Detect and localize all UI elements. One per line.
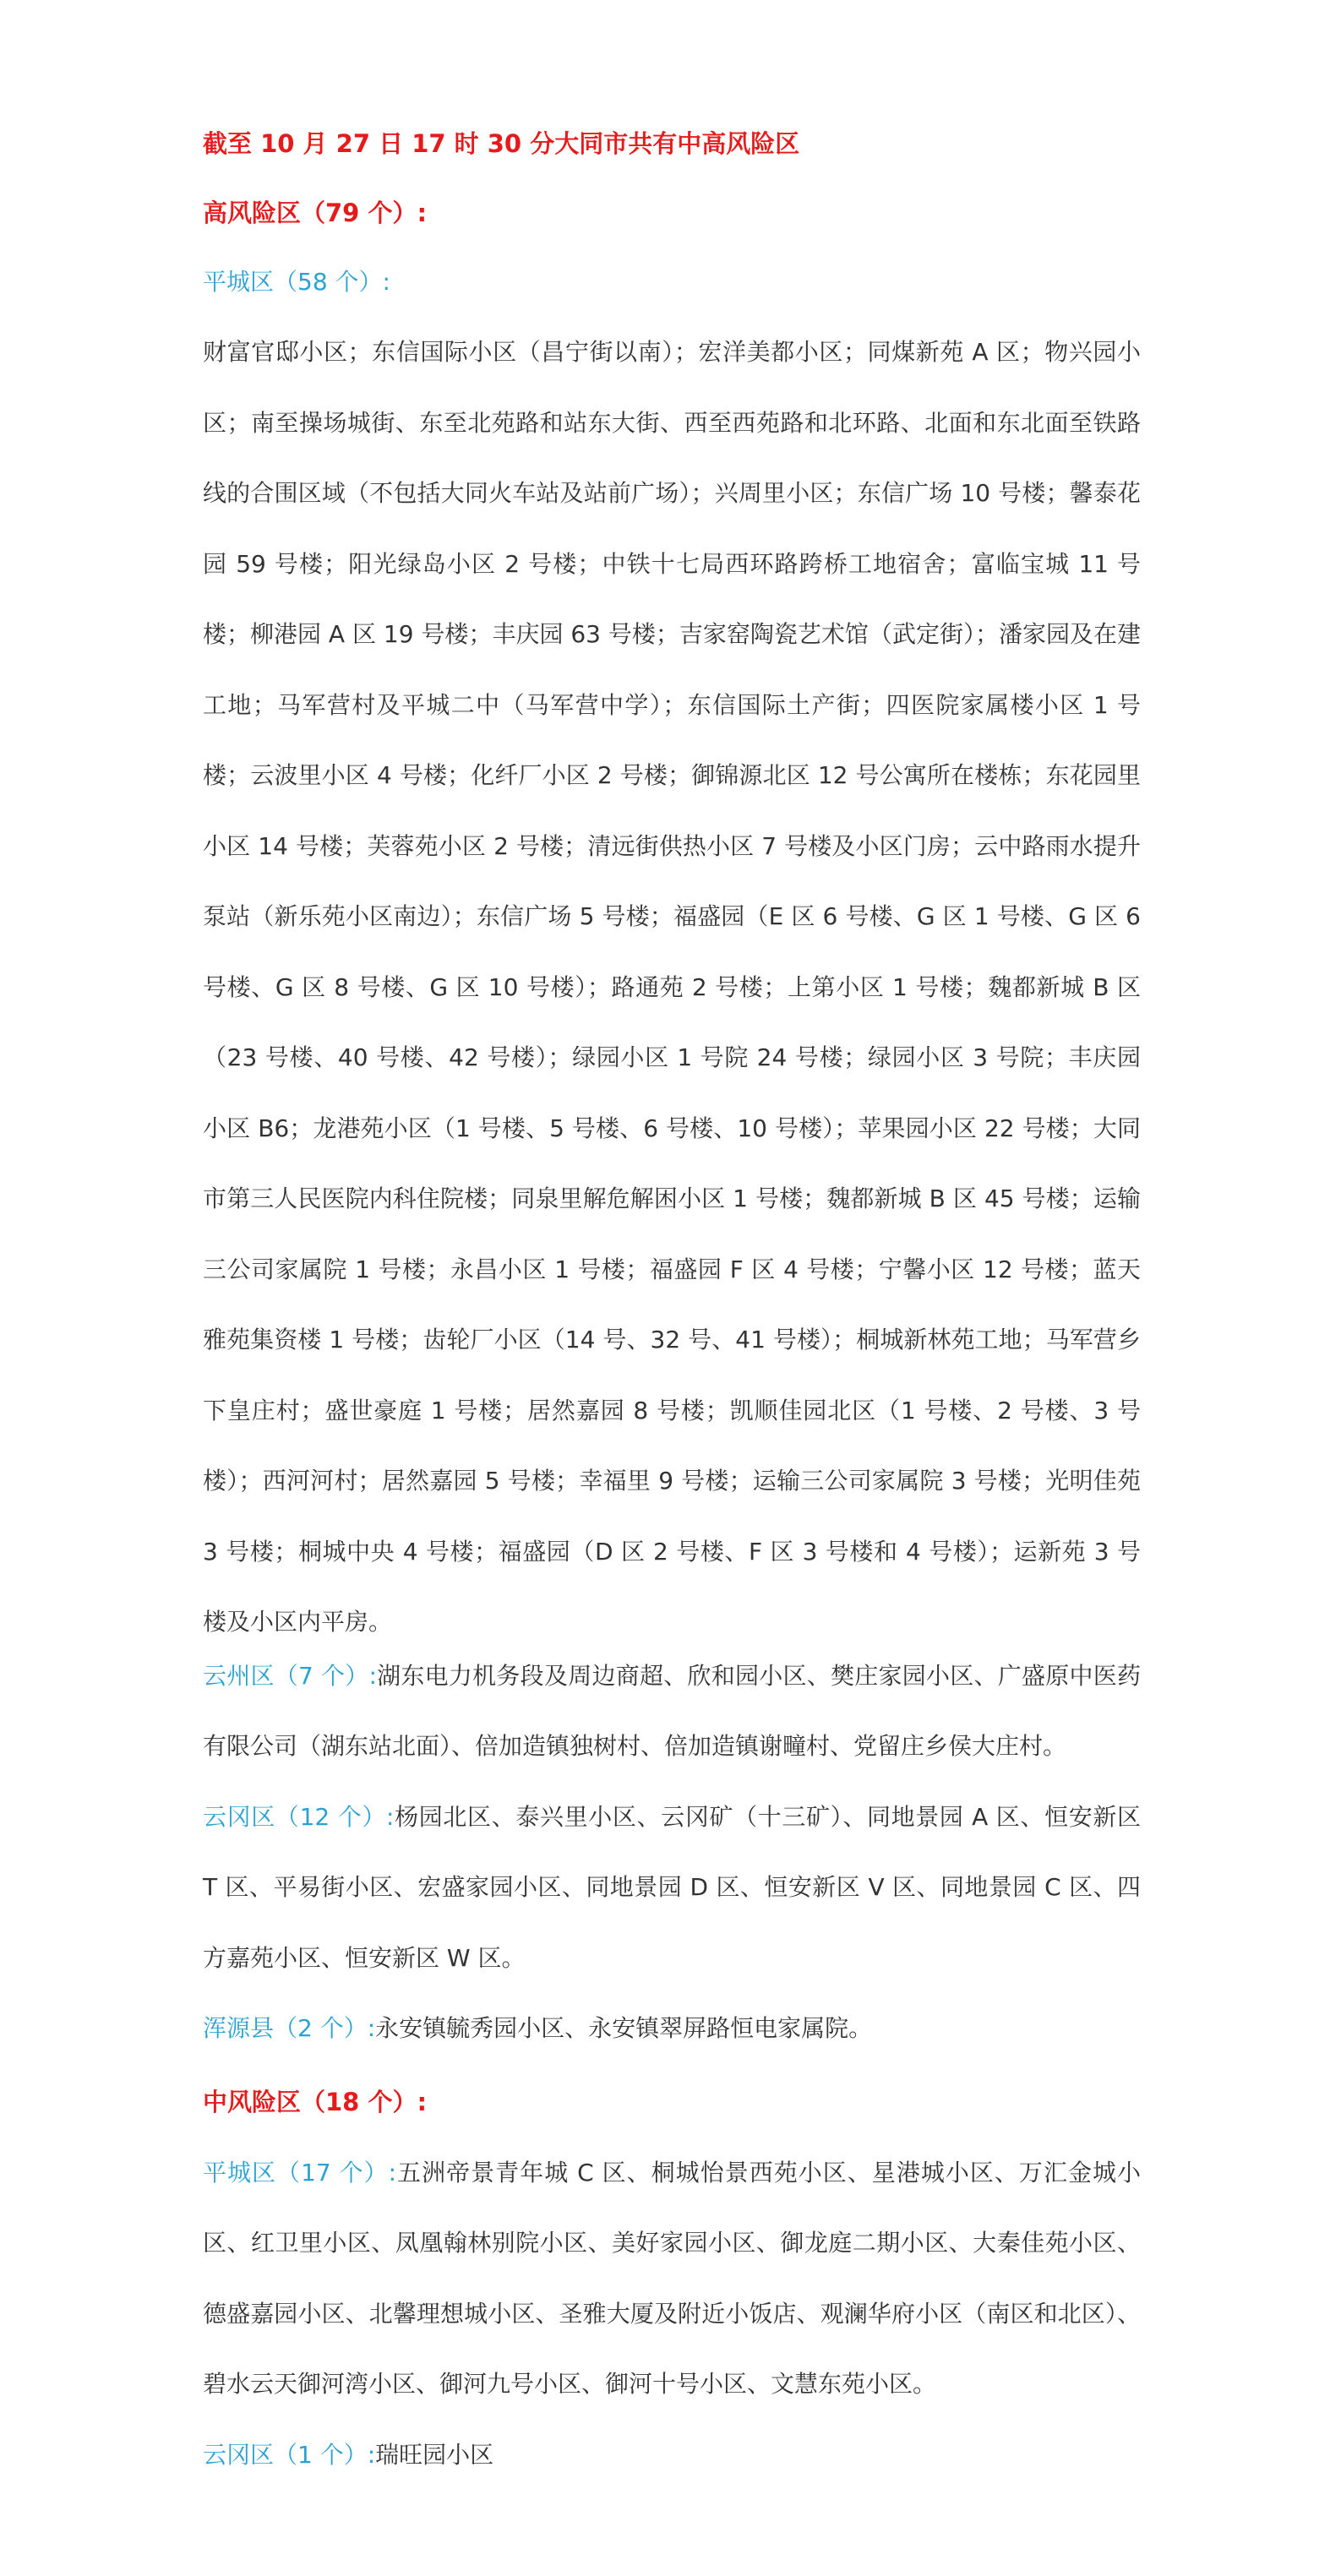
high-risk-yungang-block — [203, 1782, 1141, 1994]
high-risk-hunyuan-block — [203, 1993, 1141, 2064]
medium-risk-pingcheng-label: 平城区（17 个）: — [203, 2158, 397, 2187]
medium-risk-yungang-block — [203, 2420, 1141, 2491]
medium-risk-pingcheng-list: 五洲帝景青年城 C 区、桐城怡景西苑小区、星港城小区、万汇金城小区、红卫里小区、凤凰翰林别院小区、美好家园小区、御龙庭二期小区、大秦佳苑小区、德盛嘉园小区、北馨理想城小区、圣雅大厦及附近小饭店、观澜华府小区（南区和北区）、碧水云天御河湾小区、御河九号小区、御河十号小区、文慧东苑小区。 — [203, 2158, 1141, 2398]
medium-risk-heading: 中风险区（18 个）: — [203, 2087, 428, 2116]
page-title: 截至 10 月 27 日 17 时 30 分大同市共有中高风险区 — [203, 129, 800, 158]
medium-risk-pingcheng-block — [203, 2138, 1141, 2420]
high-risk-yunzhou-label: 云州区（7 个）: — [203, 1661, 377, 1690]
medium-risk-yungang-list: 瑞旺园小区 — [375, 2440, 494, 2469]
high-risk-yunzhou-list: 湖东电力机务段及周边商超、欣和园小区、樊庄家园小区、广盛原中医药有限公司（湖东站北面）、倍加造镇独树村、倍加造镇谢疃村、党留庄乡侯大庄村。 — [203, 1661, 1141, 1760]
high-risk-heading: 高风险区（79 个）: — [203, 199, 428, 227]
high-risk-hunyuan-list: 永安镇毓秀园小区、永安镇翠屏路恒电家属院。 — [375, 2014, 873, 2042]
high-risk-yunzhou-block — [203, 1641, 1141, 1782]
high-risk-yungang-list: 杨园北区、泰兴里小区、云冈矿（十三矿）、同地景园 A 区、恒安新区 T 区、平易街小区、宏盛家园小区、同地景园 D 区、恒安新区 V 区、同地景园 C 区、四方嘉苑小区、恒安新区 W 区。 — [203, 1802, 1141, 1972]
medium-risk-yungang-label: 云冈区（1 个）: — [203, 2440, 376, 2469]
high-risk-hunyuan-label: 浑源县（2 个）: — [203, 2014, 376, 2042]
high-risk-pingcheng-list: 财富官邸小区；东信国际小区（昌宁街以南）；宏洋美都小区；同煤新苑 A 区；物兴园小区；南至操场城街、东至北苑路和站东大街、西至西苑路和北环路、北面和东北面至铁路线的合围区域（不包括大同火车站及站前广场）；兴周里小区；东信广场 10 号楼；馨泰花园 59 号楼；阳光绿岛小区 2 号楼；中铁十七局西环路跨桥工地宿舍；富临宝城 11 号楼；柳港园 A 区 19 号楼；丰庆园 63 号楼；吉家窑陶瓷艺术馆（武定街）；潘家园及在建工地；马军营村及平城二中（马军营中学）；东信国际土产街；四医院家属楼小区 1 号楼；云波里小区 4 号楼；化纤厂小区 2 号楼；御锦源北区 12 号公寓所在楼栋；东花园里小区 14 号楼；芙蓉苑小区 2 号楼；清远街供热小区 7 号楼及小区门房；云中路雨水提升泵站（新乐苑小区南边）；东信广场 5 号楼；福盛园（E 区 6 号楼、G 区 1 号楼、G 区 6 号楼、G 区 8 号楼、G 区 10 号楼）；路通苑 2 号楼；上第小区 1 号楼；魏都新城 B 区（23 号楼、40 号楼、42 号楼）；绿园小区 1 号院 24 号楼；绿园小区 3 号院；丰庆园小区 B6；龙港苑小区（1 号楼、5 号楼、6 号楼、10 号楼）；苹果园小区 22 号楼；大同市第三人民医院内科住院楼；同泉里解危解困小区 1 号楼；魏都新城 B 区 45 号楼；运输三公司家属院 1 号楼；永昌小区 1 号楼；福盛园 F 区 4 号楼；宁馨小区 12 号楼；蓝天雅苑集资楼 1 号楼；齿轮厂小区（14 号、32 号、41 号楼）；桐城新林苑工地；马军营乡下皇庄村；盛世豪庭 1 号楼；居然嘉园 8 号楼；凯顺佳园北区（1 号楼、2 号楼、3 号楼）；西河河村；居然嘉园 5 号楼；幸福里 9 号楼；运输三公司家属院 3 号楼；光明佳苑 3 号楼；桐城中央 4 号楼；福盛园（D 区 2 号楼、F 区 3 号楼和 4 号楼）；运新苑 3 号楼及小区内平房。 — [203, 338, 1141, 1636]
high-risk-pingcheng-label: 平城区（58 个）: — [203, 268, 390, 296]
high-risk-yungang-label: 云冈区（12 个）: — [203, 1802, 395, 1831]
notice-document — [203, 127, 1141, 2490]
